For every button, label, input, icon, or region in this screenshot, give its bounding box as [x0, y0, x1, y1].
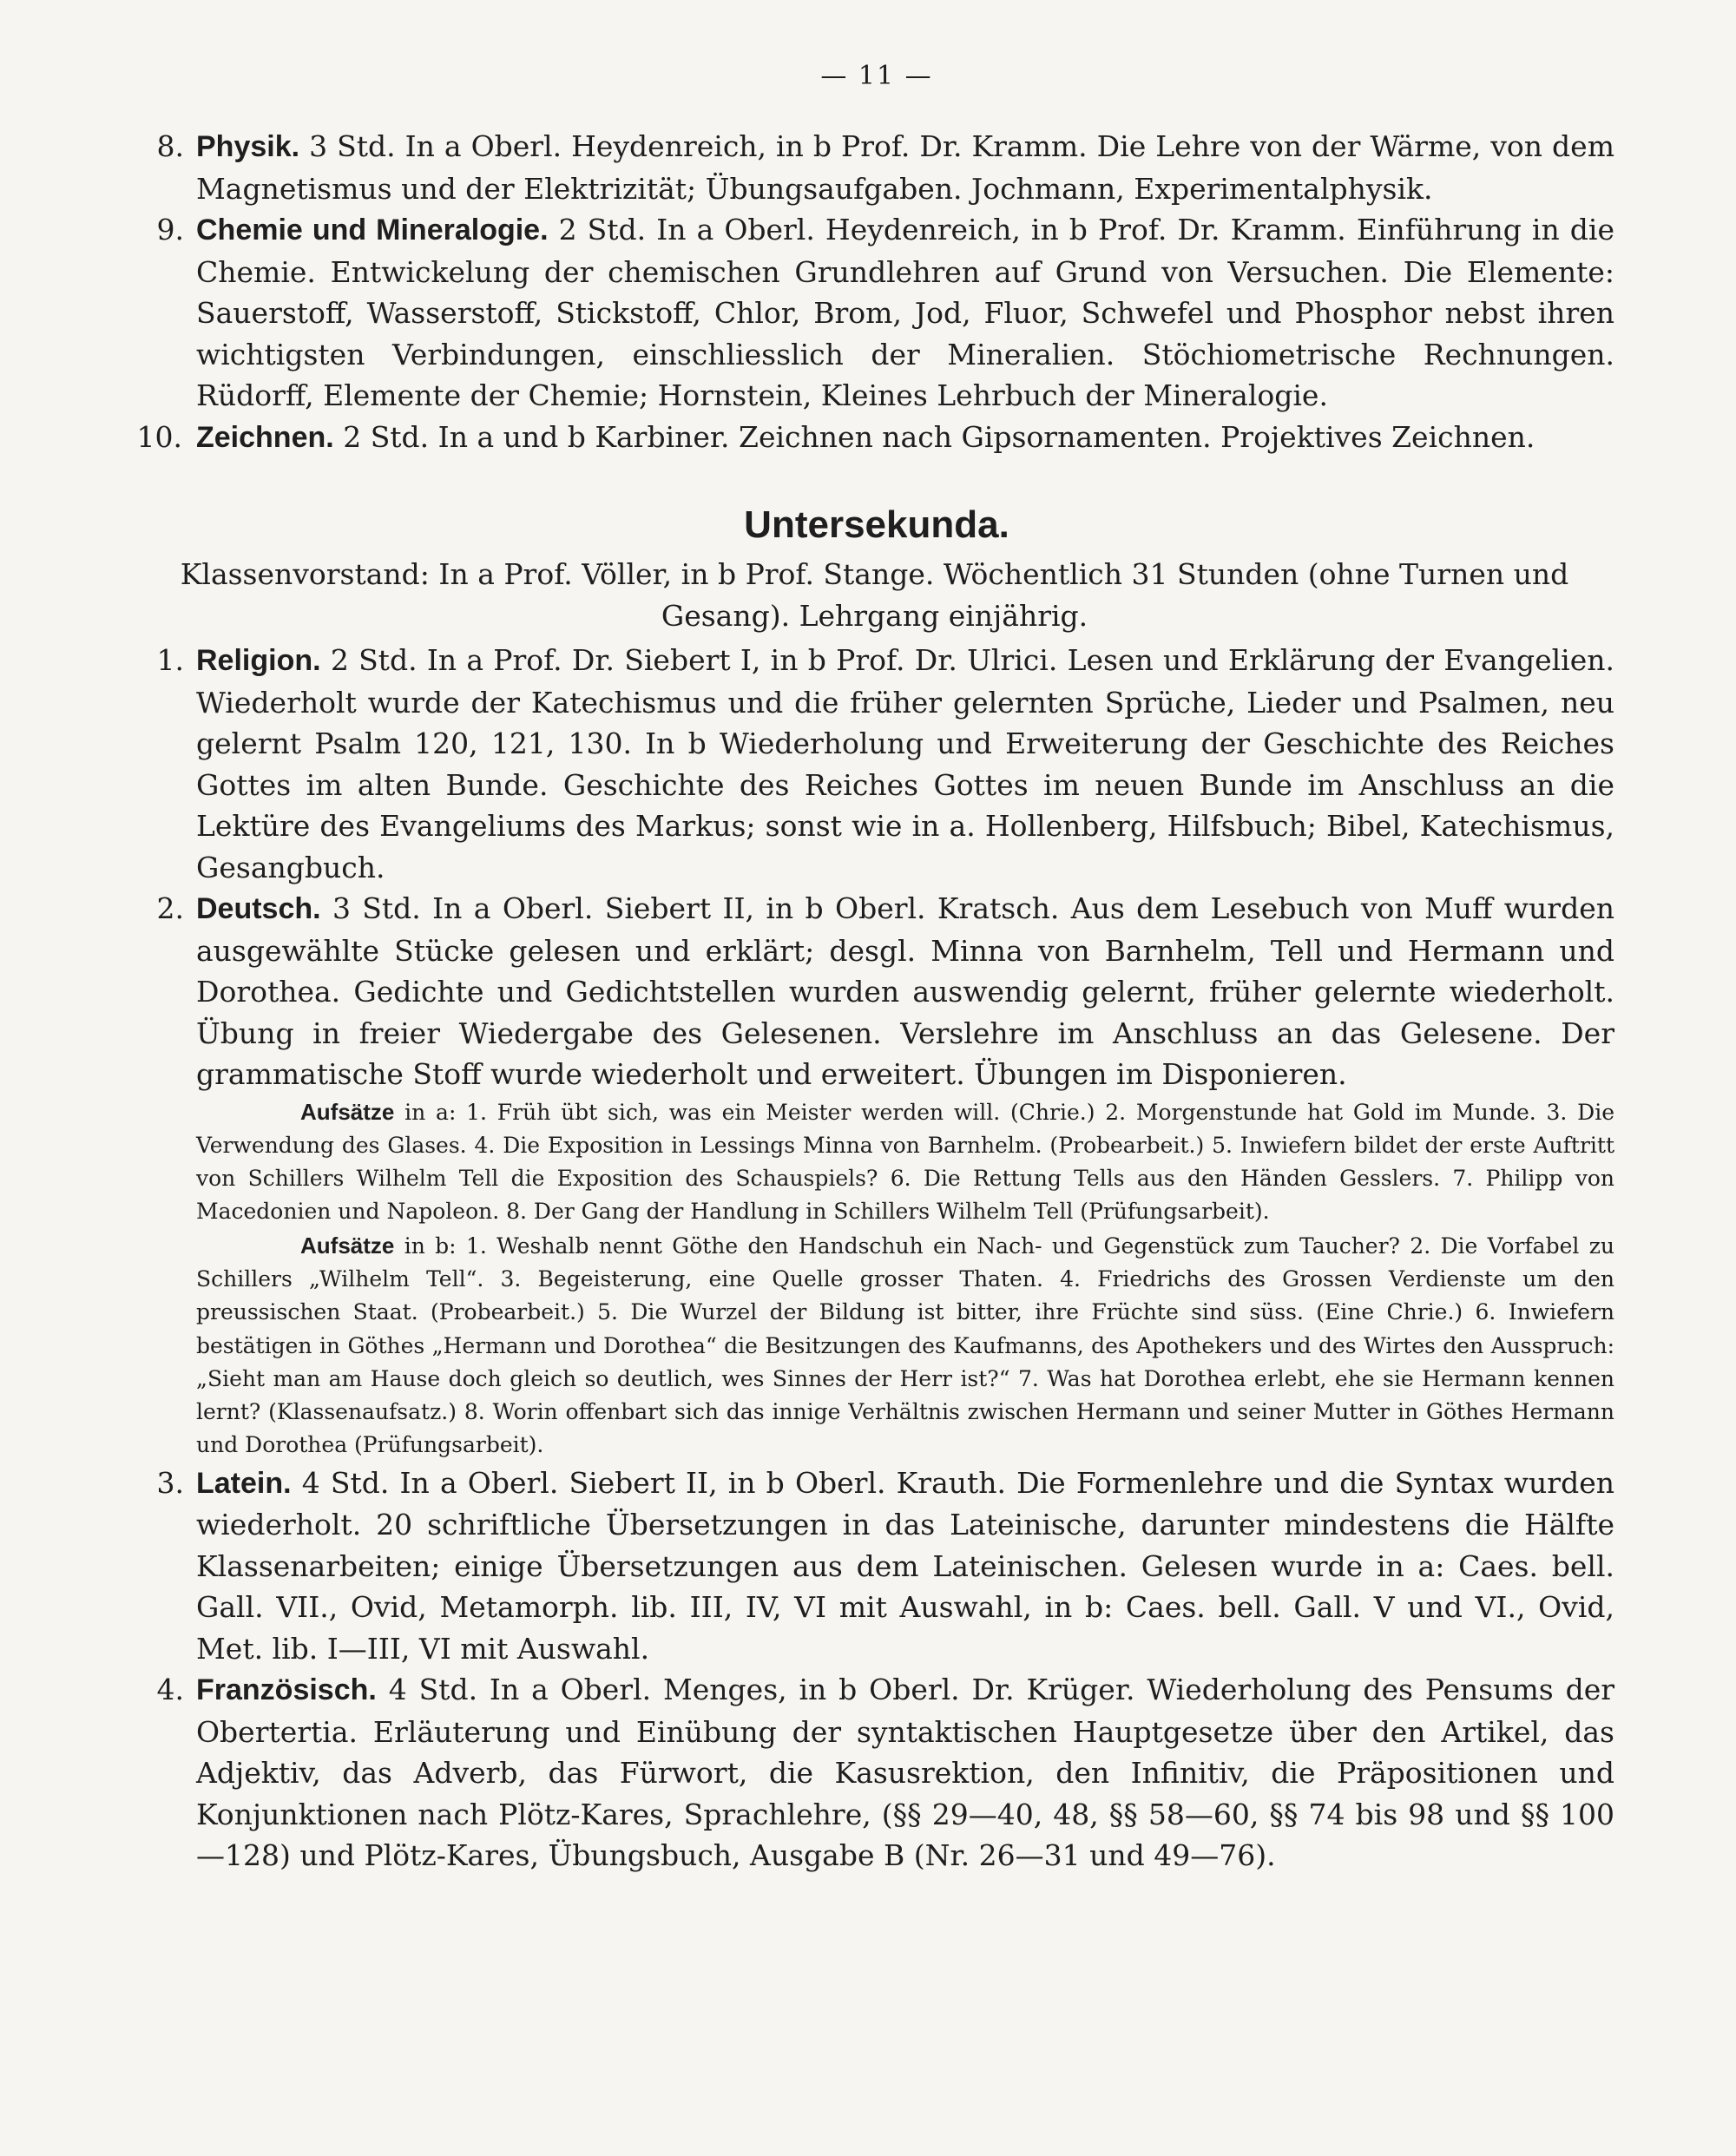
entry-religion — [139, 640, 1614, 888]
entry-number: 3. — [156, 1465, 184, 1500]
entry-latein — [139, 1463, 1614, 1670]
entry-number: 10. — [136, 419, 182, 454]
essays-label: Aufsätze — [300, 1098, 395, 1125]
entry-text: 2 Std. In a Oberl. Heydenreich, in b Prof. Dr. Kramm. Einführung in die Chemie. Entwickelung der chemischen Grundlehren auf Grund von Versuchen. Die Elemente: Sauerstoff, Wasserstoff, Stickstoff, Chlor, Brom, Jod, Fluor, Schwefel und Phosphor nebst ihren wichtigsten Verbindungen, einschliesslich der Mineralien. Stöchiometrische Rechnungen. Rüdorff, Elemente der Chemie; Hornstein, Kleines Lehrbuch der Mineralogie. — [196, 213, 1614, 412]
page-number: — 11 — — [820, 61, 933, 91]
essays-label: Aufsätze — [300, 1232, 395, 1259]
entry-franzoesisch — [139, 1669, 1614, 1877]
entry-text: 2 Std. In a Prof. Dr. Siebert I, in b Prof. Dr. Ulrici. Lesen und Erklärung der Evangelien. Wiederholt wurde der Katechismus und die früher gelernten Sprüche, Lieder und Psalmen, neu gelernt Psalm 120, 121, 130. In b Wiederholung und Erweiterung der Geschichte des Reiches Gottes im alten Bunde. Geschichte des Reiches Gottes im neuen Bunde im Anschluss an die Lektüre des Evangeliums des Markus; sonst wie in a. Hollenberg, Hilfsbuch; Bibel, Katechismus, Gesangbuch. — [196, 643, 1614, 884]
entry-text: 2 Std. In a und b Karbiner. Zeichnen nach Gipsornamenten. Projektives Zeichnen. — [343, 419, 1535, 454]
subject-title: Chemie und Mineralogie. — [196, 214, 549, 246]
subject-title: Religion. — [196, 644, 321, 677]
entry-physik — [139, 126, 1614, 209]
essays-class-a — [196, 1095, 1614, 1229]
section-heading: Untersekunda. — [744, 503, 1009, 546]
essays-text: in b: 1. Weshalb nennt Göthe den Handschuh ein Nach- und Gegenstück zum Taucher? 2. Die Vorfabel zu Schillers „Wilhelm Tell“. 3. Begeisterung, eine Quelle grosser Thaten. 4. Friedrichs des Grossen Verdienste um den preussischen Staat. (Probearbeit.) 5. Die Wurzel der Bildung ist bitter, ihre Früchte sind süss. (Eine Chrie.) 6. Inwiefern bestätigen in Göthes „Hermann und Dorothea“ die Besitzungen des Kaufmanns, des Apothekers und des Wirtes den Ausspruch: „Sieht man am Hause doch gleich so deutlich, wes Sinnes der Herr ist?“ 7. Was hat Dorothea erlebt, ehe sie Hermann kennen lernt? (Klassenaufsatz.) 8. Worin offenbart sich das innige Verhältnis zwischen Hermann und seiner Mutter in Göthes Hermann und Dorothea (Prüfungsarbeit). — [196, 1232, 1614, 1458]
entry-zeichnen — [136, 417, 1614, 459]
entry-number: 4. — [156, 1673, 184, 1707]
entry-text: 4 Std. In a Oberl. Menges, in b Oberl. Dr. Krüger. Wiederholung des Pensums der Obertertia. Erläuterung und Einübung der syntaktischen Hauptgesetze über den Artikel, das Adjektiv, das Adverb, das Fürwort, die Kasusrektion, den Infinitiv, die Präpositionen und Konjunktionen nach Plötz-Kares, Sprachlehre, (§§ 29—40, 48, §§ 58—60, §§ 74 bis 98 und §§ 100—128) und Plötz-Kares, Übungsbuch, Ausgabe B (Nr. 26—31 und 49—76). — [196, 1673, 1614, 1873]
essays-class-b — [196, 1229, 1614, 1463]
subject-title: Physik. — [196, 130, 300, 163]
subject-title: Deutsch. — [196, 892, 321, 925]
entry-text: 3 Std. In a Oberl. Heydenreich, in b Prof. Dr. Kramm. Die Lehre von der Wärme, von dem Magnetismus und der Elektrizität; Übungsaufgaben. Jochmann, Experimentalphysik. — [196, 129, 1614, 206]
class-info: Klassenvorstand: In a Prof. Völler, in b Prof. Stange. Wöchentlich 31 Stunden (ohne Turnen und Gesang). Lehrgang einjährig. — [180, 557, 1569, 633]
subject-title: Latein. — [196, 1466, 292, 1500]
entry-text: 3 Std. In a Oberl. Siebert II, in b Oberl. Kratsch. Aus dem Lesebuch von Muff wurden ausgewählte Stücke gelesen und erklärt; desgl. Minna von Barnhelm, Tell und Hermann und Dorothea. Gedichte und Gedichtstellen wurden auswendig gelernt, früher gelernte wiederholt. Übung in freier Wiedergabe des Gelesenen. Verslehre im Anschluss an das Gelesene. Der grammatische Stoff wurde wiederholt und erweitert. Übungen im Disponieren. — [196, 891, 1614, 1091]
entry-number: 9. — [156, 213, 184, 246]
subject-title: Französisch. — [196, 1673, 377, 1707]
entry-number: 1. — [156, 643, 184, 677]
entry-text: 4 Std. In a Oberl. Siebert II, in b Oberl. Krauth. Die Formenlehre und die Syntax wurden wiederholt. 20 schriftliche Übersetzungen in das Lateinische, darunter mindestens die Hälfte Klassenarbeiten; einige Übersetzungen aus dem Lateinischen. Gelesen wurde in a: Caes. bell. Gall. VII., Ovid, Metamorph. lib. III, IV, VI mit Auswahl, in b: Caes. bell. Gall. V und VI., Ovid, Met. lib. I—III, VI mit Auswahl. — [196, 1465, 1614, 1666]
entry-chemie — [139, 209, 1614, 417]
entry-deutsch — [139, 888, 1614, 1095]
essays-text: in a: 1. Früh übt sich, was ein Meister werden will. (Chrie.) 2. Morgenstunde hat Gold im Munde. 3. Die Verwendung des Glases. 4. Die Exposition in Lessings Minna von Barnhelm. (Probearbeit.) 5. Inwiefern bildet der erste Auftritt von Schillers Wilhelm Tell die Exposition des Schauspiels? 6. Die Rettung Tells aus den Händen Gesslers. 7. Philipp von Macedonien und Napoleon. 8. Der Gang der Handlung in Schillers Wilhelm Tell (Prüfungsarbeit). — [196, 1099, 1614, 1225]
entry-number: 8. — [156, 129, 184, 163]
entry-number: 2. — [156, 891, 184, 925]
subject-title: Zeichnen. — [196, 420, 334, 454]
